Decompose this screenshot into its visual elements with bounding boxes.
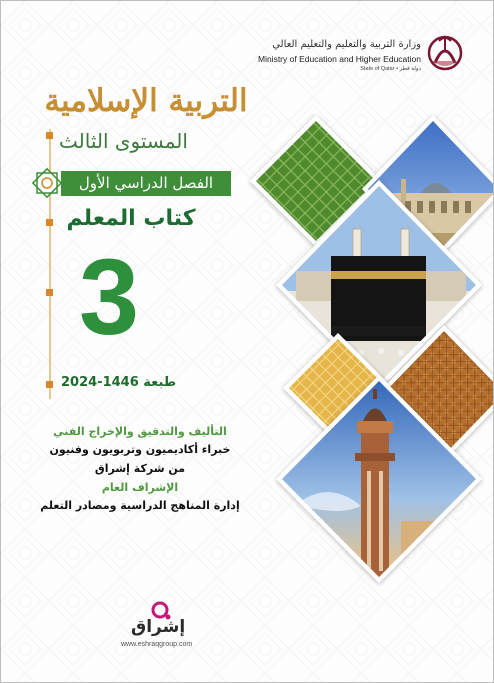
ministry-name-en: Ministry of Education and Higher Education <box>257 54 421 64</box>
supervision-heading: الإشراف العام <box>101 481 179 494</box>
semester-banner: الفصل الدراسي الأول <box>61 171 231 196</box>
subject-title: التربية الإسلامية <box>44 83 248 119</box>
ministry-name-ar: وزارة التربية والتعليم والتعليم العالي <box>272 39 421 50</box>
authors-line-1: خبراء أكاديميون وتربويون وفنيون <box>49 443 231 456</box>
authors-line-2: من شركة إشراق <box>94 462 186 475</box>
edition-label: 2024-1446 طبعة <box>61 375 177 390</box>
authoring-heading: التأليف والتدقيق والإخراج الفني <box>53 425 227 438</box>
state-label: State of Qatar • دولة قطر <box>360 66 421 72</box>
publisher-url: www.eshraqgroup.com <box>121 641 193 648</box>
photo-collage <box>1 1 493 682</box>
grade-number: 3 <box>78 236 140 357</box>
publisher-name: إشراق <box>131 617 186 637</box>
supervisor-name: إدارة المناهج الدراسية ومصادر التعلم <box>40 499 240 512</box>
level-label: المستوى الثالث <box>59 129 188 153</box>
book-type-label: كتاب المعلم <box>66 206 196 231</box>
